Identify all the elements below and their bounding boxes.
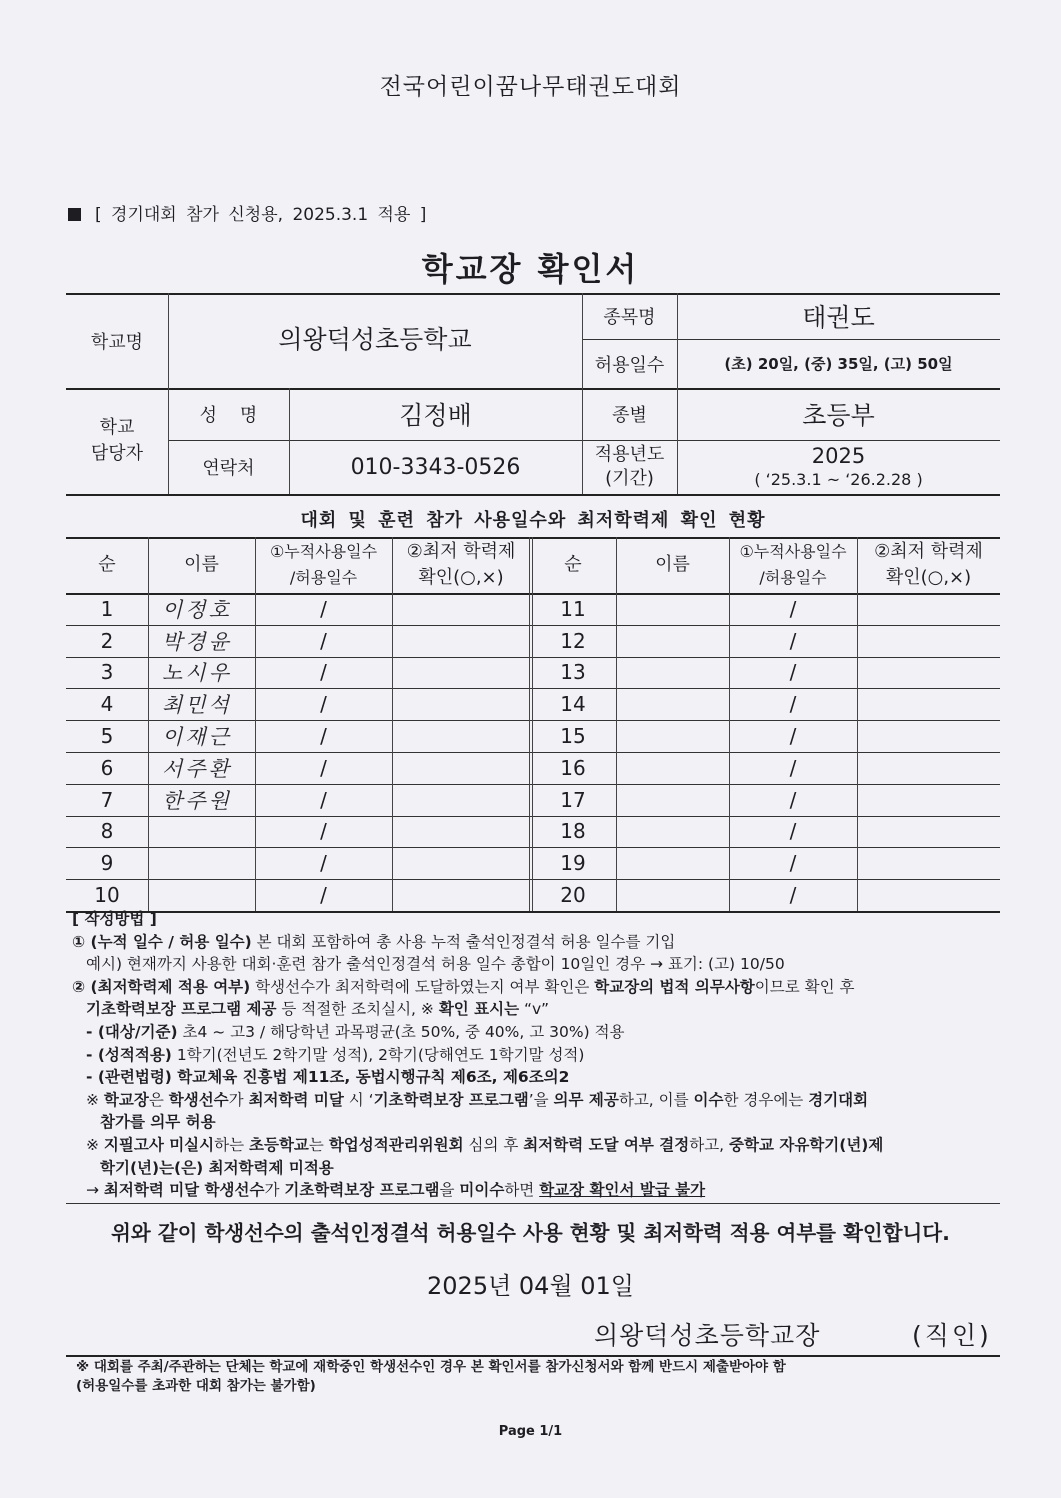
page-number: Page 1/1 [498,1424,563,1439]
roster-right-row-days[interactable]: / [789,851,797,876]
instr-line3-bold2: 학교장의 법적 의무사항 [594,977,755,996]
roster-left-row-no: 9 [100,851,114,876]
roster-right-row-name[interactable] [616,720,729,752]
roster-right-row-name[interactable] [616,816,729,848]
roster-right-row-days[interactable]: / [789,755,797,780]
roster-right-header-name: 이름 [655,554,690,575]
allowed-days-value: (초) 20일, (중) 35일, (고) 50일 [724,355,953,373]
roster-left-row-no: 2 [100,628,114,653]
section-title: 대회 및 훈련 참가 사용일수와 최저학력제 확인 현황 [300,510,766,531]
division-label: 종별 [612,405,647,426]
roster-right-row-check[interactable] [857,816,1000,848]
roster-left-row-days[interactable]: / [320,628,327,653]
footnote [76,1358,786,1396]
staff-name-label: 성 명 [199,405,258,426]
instr-line5: 초4 ~ 고3 / 해당학년 과목평균(초 50%, 중 40%, 고 30%) 적용 [177,1022,625,1041]
roster-right-row-check[interactable] [857,752,1000,784]
roster-right-row-name[interactable] [616,879,729,911]
roster-left-row-name[interactable]: 박경윤 [162,629,232,654]
roster-right-row-check[interactable] [857,784,1000,816]
roster-left-row-name[interactable] [148,816,255,848]
document-title: 학교장 확인서 [421,250,640,288]
staff-label-line1: 학교 [99,417,135,438]
roster-left-row-no: 3 [100,660,114,685]
roster-right-row-no: 13 [560,660,586,685]
roster-left-row-name[interactable]: 이재근 [162,725,232,750]
confirmation-statement: 위와 같이 학생선수의 출석인정결석 허용일수 사용 현황 및 최저학력 적용 여부를 확인합니다. [111,1221,950,1245]
roster-right-row-check[interactable] [857,879,1000,911]
instr-line9-bold: 참가를 의무 허용 [100,1113,216,1132]
roster-left-header-min [392,537,530,593]
roster-right-header-days [729,537,857,593]
roster-right-row-name[interactable] [616,625,729,657]
roster-right-row-check[interactable] [857,847,1000,879]
school-name: 의왕덕성초등학교 [278,324,472,354]
roster-right-row-days[interactable]: / [789,883,797,908]
roster-left-header-no: 순 [98,554,116,575]
roster-left-row-name[interactable] [148,879,255,911]
contact-label: 연락처 [202,458,255,479]
instructions: [ 작성방법 ] ① (누적 일수 / 허용 일수) 본 대회 포함하여 총 사용 누적 출석인정결석 허용 일수를 기입 예시) 현재까지 사용한 대회·훈련 참가 출석인정결석 허용 일수 총합이 10일인 경우 → 표기: (고) 10/50 ② (최저학력제 적용 여부) 학생선수가 최저학력에 도달하였는지 여부 확인은 학교장의 법적 의무사항이므로 확인 후 기초학력보장 프로그램 제공 등 적절한 조치실시, ※ 확인 표시는 “v” - (대상/기준) 초4 ~ 고3 / 해당학년 과목평균(초 50%, 중 40%, 고 30%) 적용 - (성적적용) 1학기(전년도 2학기말 성적), 2학기(당해연도 1학기말 성적) - (관련법령) 학교체육 진흥법 제11조, 동법시행규칙 제6조, 제6조의2 ※ 학교장은 학생선수가 최저학력 미달 시 ‘기초학력보장 프로그램’을 의무 제공하고, 이를 이수한 경우에는 경기대회 참가를 의무 허용 ※ 지필고사 미실시하는 초등학교는 학업성적관리위원회 심의 후 최저학력 도달 여부 결정하고, 중학교 자유학기(년)제 학기(년)는(은) 최저학력제 미적용 → 최저학력 미달 학생선수가 기초학력보장 프로그램을 미이수하면 학교장 확인서 발급 불가 [72,910,884,1200]
roster-right-row-name[interactable] [616,688,729,720]
roster-right-row-name[interactable] [616,657,729,689]
instr-line5-bold: - (대상/기준) [86,1022,178,1041]
roster-left-row-check[interactable] [392,720,530,752]
roster-right-row-no: 20 [560,883,586,908]
instr-line6: 1학기(전년도 2학기말 성적), 2학기(당해연도 1학기말 성적) [171,1045,585,1064]
header-min-line2: 확인(○,×) [418,567,504,588]
roster-left-row-days[interactable]: / [320,724,327,749]
instr-line6-bold: - (성적적용) [86,1045,172,1064]
roster-left-row-no: 7 [100,787,114,812]
footnote-line1: ※ 대회를 주최/주관하는 단체는 학교에 재학중인 학생선수인 경우 본 확인서를 참가신청서와 함께 반드시 제출받아야 함 [76,1359,786,1375]
document-type-line [68,200,426,225]
roster-left-row-check[interactable] [392,657,530,689]
roster-right-row-check[interactable] [857,720,1000,752]
instructions-heading: [ 작성방법 ] [72,910,157,928]
header-days-line2: /허용일수 [289,568,358,587]
year-label-line2: (기간) [605,468,654,489]
roster-left-header-name: 이름 [184,554,219,575]
document-type: [ 경기대회 참가 신청용, 2025.3.1 적용 ] [95,205,427,225]
roster-left-row-check[interactable] [392,784,530,816]
roster-left-row-check[interactable] [392,752,530,784]
roster-right-header-min [857,537,1000,593]
roster-left-row-days[interactable]: / [320,755,327,780]
roster-left-row-days[interactable]: / [320,883,327,908]
year-label [582,440,677,494]
staff-label [66,388,168,494]
roster-right-row-no: 18 [560,819,586,844]
roster-right-row-no: 16 [560,755,586,780]
roster-right-row-days[interactable]: / [789,596,797,621]
year: 2025 [811,444,866,468]
roster-right-row-days[interactable]: / [789,660,797,685]
roster-left-row-no: 6 [100,755,114,780]
roster-right-row-days[interactable]: / [789,628,797,653]
contact-value: 010-3343-0526 [350,454,521,480]
header-days-line1: ①누적사용일수 [739,542,847,561]
principal-name: 의왕덕성초등학교장 [594,1321,821,1350]
roster-right-row-check[interactable] [857,688,1000,720]
roster-left-row-check[interactable] [392,879,530,911]
roster-right-row-check[interactable] [857,625,1000,657]
roster-right-row-name[interactable] [616,784,729,816]
roster-left-row-days[interactable]: / [320,851,327,876]
roster-right-header-no: 순 [564,554,582,575]
header-days-line2: /허용일수 [759,568,827,587]
header-min-line1: ②최저 학력제 [406,541,516,562]
roster-left-header-days [255,537,392,593]
roster-right-row-no: 12 [560,628,586,653]
roster-left-row-days[interactable]: / [320,819,327,844]
roster-right-row-days[interactable]: / [789,819,797,844]
roster-left-row-days[interactable]: / [320,660,327,685]
instr-line3-bold: ② (최저학력제 적용 여부) [72,977,251,996]
instr-line11-bold: 학기(년)는(은) 최저학력제 미적용 [100,1158,334,1177]
roster-left-row-no: 8 [100,819,114,844]
official-seal: (직인) [912,1321,992,1350]
year-value [677,440,1000,494]
instr-line4-end: “v” [519,1000,549,1019]
roster-left-row-check[interactable] [392,816,530,848]
header-min-line2: 확인(○,×) [885,567,972,588]
year-label-line1: 적용년도 [594,444,665,465]
instr-line3-end: 이므로 확인 후 [754,977,855,996]
roster-left-row-no: 1 [100,596,114,621]
issue-date: 2025년 04월 01일 [427,1272,634,1300]
instr-line1: 본 대회 포함하여 총 사용 누적 출석인정결석 허용 일수를 기입 [251,932,676,951]
instr-line3: 학생선수가 최저학력에 도달하였는지 여부 확인은 [250,977,595,996]
square-bullet-icon [68,208,81,221]
instr-line4-bold2: 확인 표시는 [438,1000,520,1019]
instr-line4: 등 적절한 조치실시, ※ [276,1000,439,1019]
roster-right-row-check[interactable] [857,657,1000,689]
sport-label: 종목명 [603,307,656,328]
instr-line4-bold: 기초학력보장 프로그램 제공 [86,1000,277,1019]
allowed-days-label: 허용일수 [594,354,665,376]
roster-left-row-days[interactable]: / [320,596,327,621]
roster-left-row-check[interactable] [392,625,530,657]
roster-left-row-days[interactable]: / [320,787,327,812]
roster-right-row-days[interactable]: / [789,787,797,812]
roster-left-row-name[interactable]: 최민석 [162,693,232,718]
roster-right-row-name[interactable] [616,752,729,784]
roster-right-row-no: 19 [560,851,586,876]
sport-value: 태권도 [802,303,875,332]
footnote-line2: (허용일수를 초과한 대회 참가는 불가함) [76,1378,316,1394]
roster-right-row-no: 17 [560,787,586,812]
roster-left-row-no: 10 [94,883,120,908]
roster-left-row-name[interactable]: 서주환 [162,756,232,781]
year-period: ( ‘25.3.1 ~ ‘26.2.28 ) [754,470,923,489]
roster-right-row-check[interactable] [857,593,1000,625]
school-name-label: 학교명 [90,331,144,353]
division-value: 초등부 [802,401,875,430]
roster-right-row-no: 11 [560,596,586,621]
roster-left-row-name[interactable] [148,847,255,879]
roster-left-row-check[interactable] [392,847,530,879]
header-days-line1: ①누적사용일수 [269,542,378,561]
roster-left-row-check[interactable] [392,593,530,625]
header-min-line1: ②최저 학력제 [874,541,983,562]
roster-right-row-no: 15 [560,724,586,749]
roster-right-row-no: 14 [560,692,586,717]
roster-left-row-no: 4 [100,692,114,717]
staff-label-line2: 담당자 [90,443,144,464]
roster-right-row-name[interactable] [616,593,729,625]
roster-right-row-days[interactable]: / [789,724,797,749]
roster-left-row-name[interactable]: 한주원 [162,788,232,813]
instr-line1-bold: ① (누적 일수 / 허용 일수) [72,932,252,951]
instr-line7-bold: - (관련법령) 학교체육 진흥법 제11조, 동법시행규칙 제6조, 제6조의2 [86,1068,570,1087]
roster-right-row-days[interactable]: / [789,692,797,717]
roster-left-row-no: 5 [100,724,114,749]
roster-left-row-days[interactable]: / [320,692,327,717]
staff-name: 김정배 [399,401,472,430]
event-title: 전국어린이꿈나무태권도대회 [379,74,682,100]
roster-left-row-name[interactable]: 이정호 [162,597,232,622]
instr-line2: 예시) 현재까지 사용한 대회·훈련 참가 출석인정결석 허용 일수 총합이 10일인 경우 → 표기: (고) 10/50 [86,955,785,974]
roster-left-row-name[interactable]: 노시우 [162,661,232,686]
roster-left-row-check[interactable] [392,688,530,720]
roster-right-row-name[interactable] [616,847,729,879]
